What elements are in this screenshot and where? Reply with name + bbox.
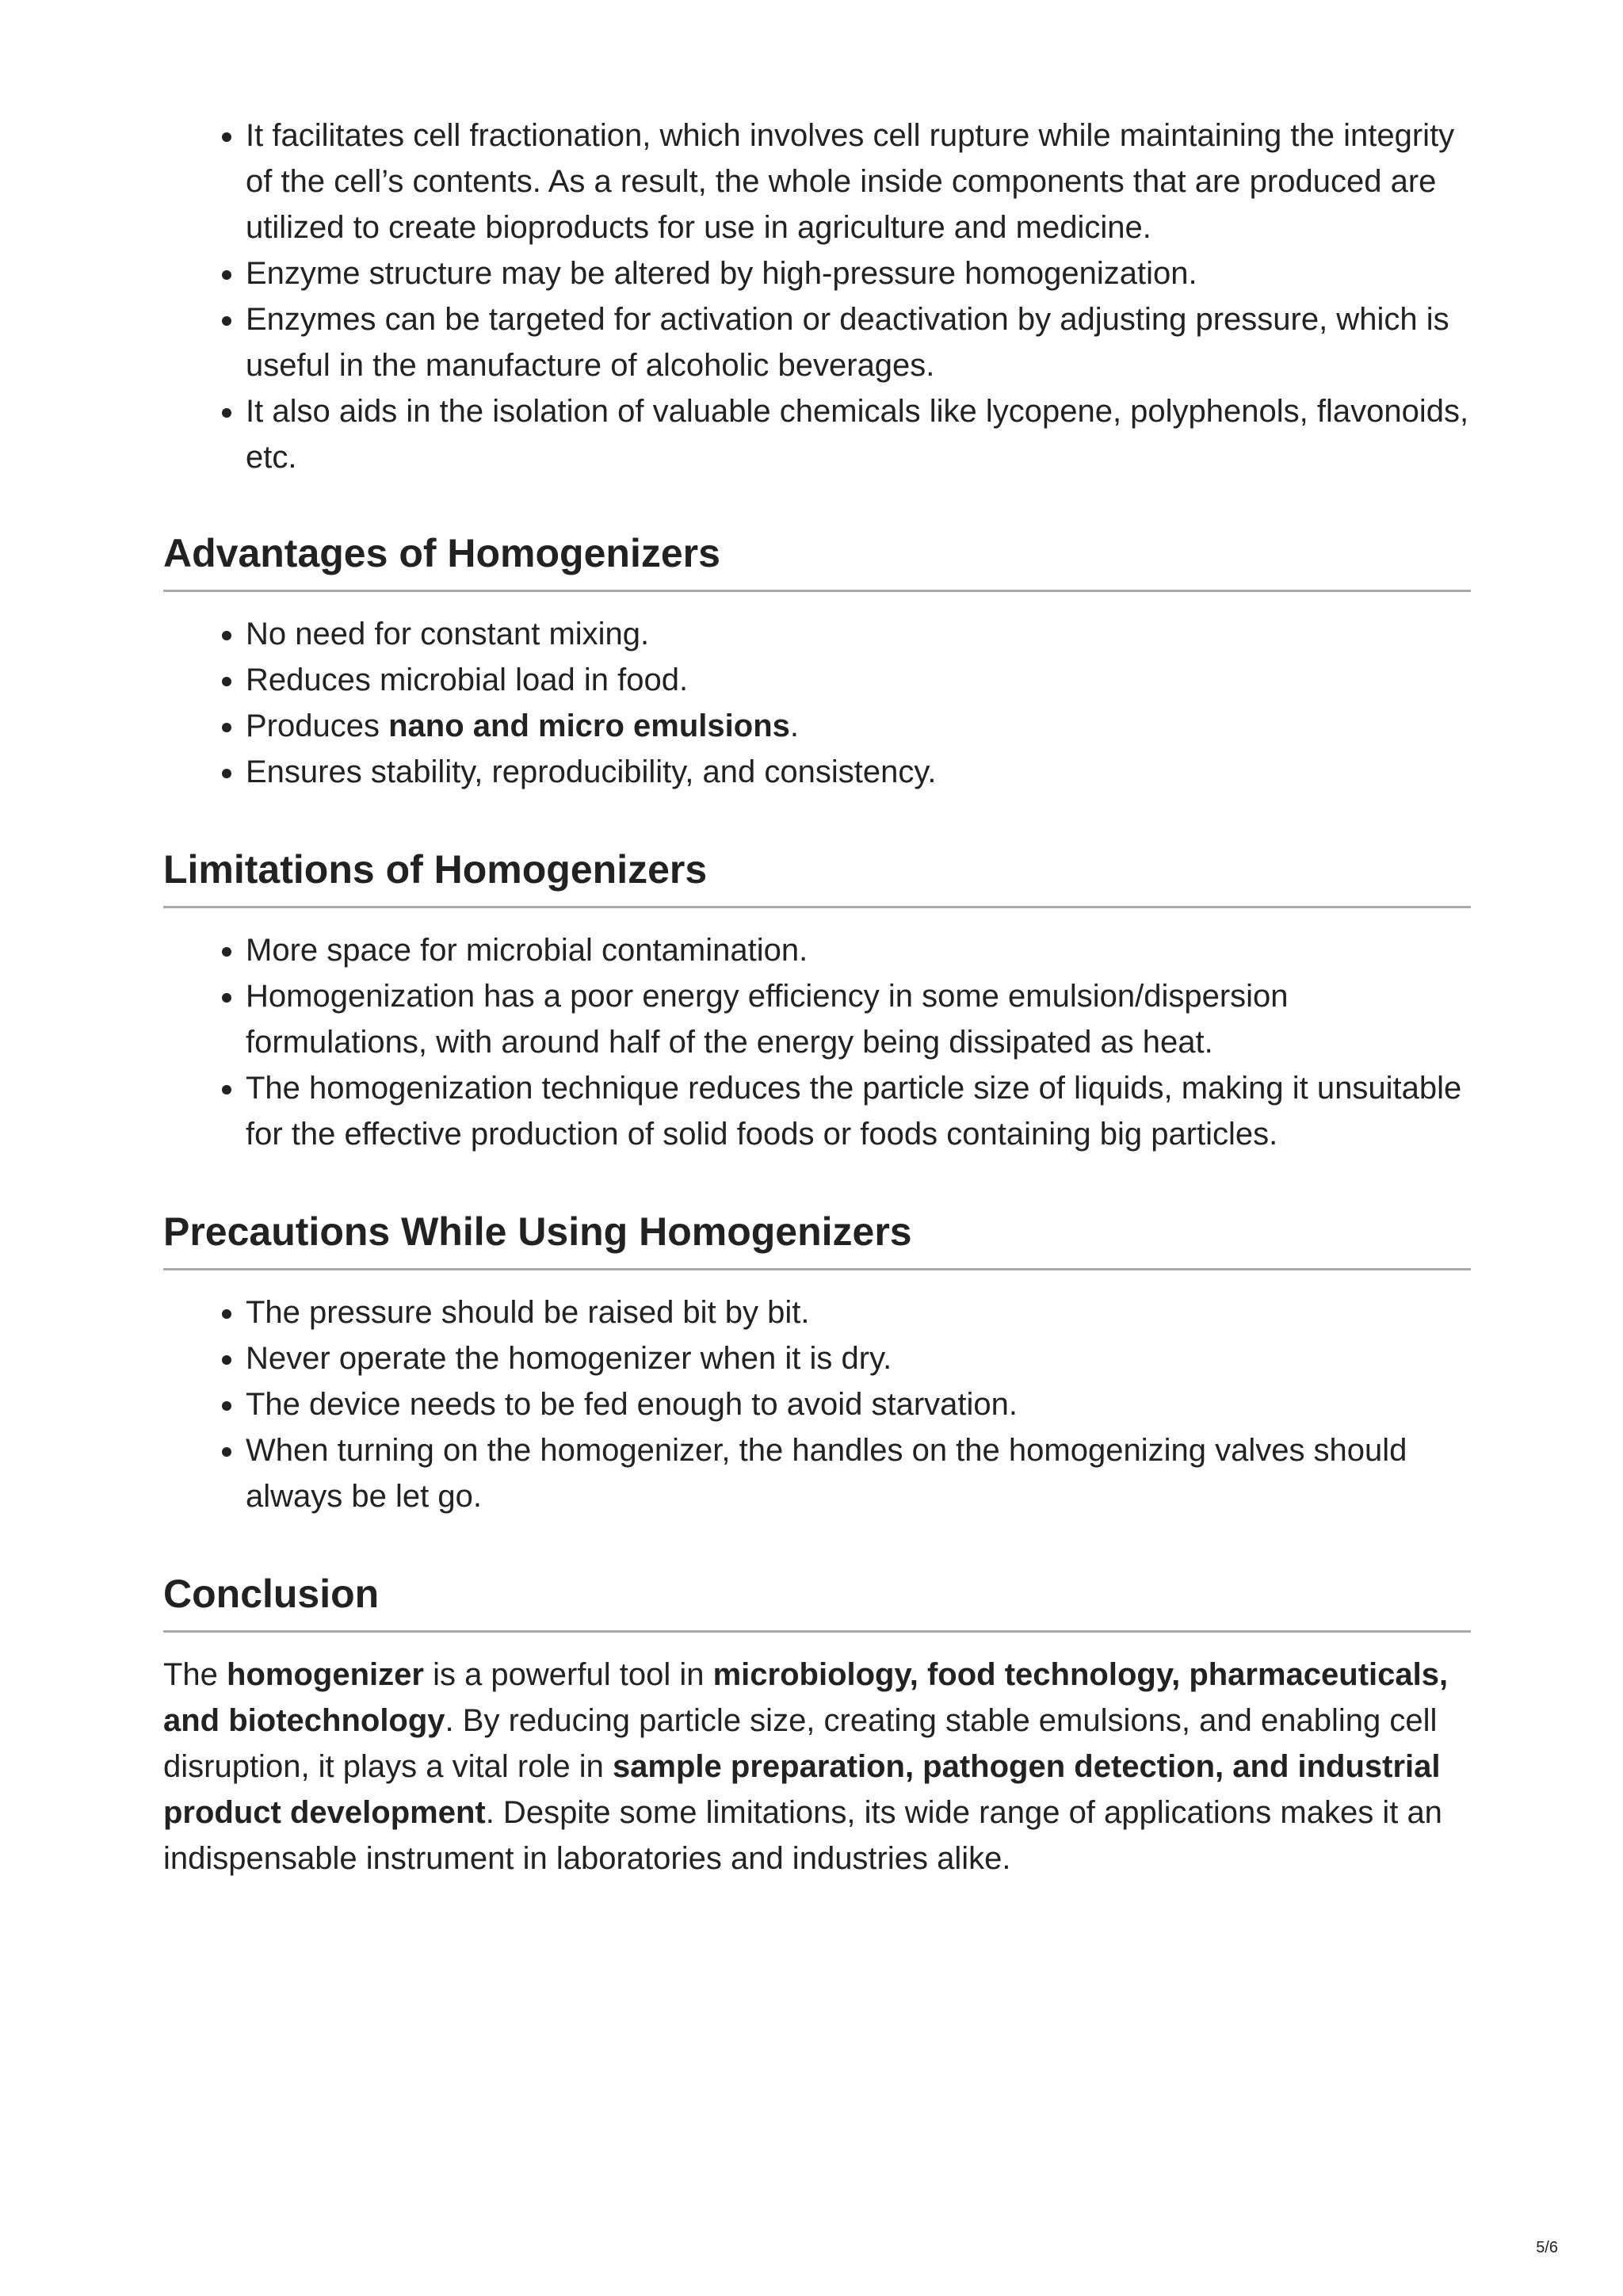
item-text: . xyxy=(789,709,799,743)
list-item: • When turning on the homogenizer, the handles on the homogenizing valves should always be let go. xyxy=(246,1427,1471,1519)
list-item: • Homogenization has a poor energy efficiency in some emulsion/dispersion formulations, with around half of the energy being dissipated as heat. xyxy=(246,973,1471,1065)
list-item: • Enzymes can be targeted for activation or deactivation by adjusting pressure, which is useful in the manufacture of alcoholic beverages. xyxy=(246,296,1471,388)
precautions-heading: Precautions While Using Homogenizers xyxy=(163,1208,1471,1270)
precautions-list xyxy=(163,1289,1471,1519)
list-item: • Enzyme structure may be altered by high-pressure homogenization. xyxy=(246,250,1471,296)
bold-text: homogenizer xyxy=(227,1657,424,1692)
list-item: • The device needs to be fed enough to avoid starvation. xyxy=(246,1381,1471,1427)
list-item: • Reduces microbial load in food. xyxy=(246,657,1471,703)
item-text: Produces xyxy=(246,709,389,743)
list-item: • No need for constant mixing. xyxy=(246,611,1471,657)
list-item: • It facilitates cell fractionation, which involves cell rupture while maintaining the integrity of the cell’s contents. As a result, the whole inside components that are produced are utilized to create bioproducts for use in agriculture and medicine. xyxy=(246,113,1471,250)
bold-text: microbiology, food technology, pharmaceuticals, and biotechnology xyxy=(163,1657,1449,1738)
list-item: • The pressure should be raised bit by bit. xyxy=(246,1289,1471,1335)
list-item: • The homogenization technique reduces the particle size of liquids, making it unsuitable for the effective production of solid foods or foods containing big particles. xyxy=(246,1065,1471,1157)
advantages-list xyxy=(163,611,1471,795)
conclusion-paragraph xyxy=(163,1652,1471,1881)
list-item xyxy=(246,703,1471,749)
limitations-list xyxy=(163,927,1471,1157)
conclusion-heading: Conclusion xyxy=(163,1570,1471,1633)
advantages-heading: Advantages of Homogenizers xyxy=(163,529,1471,592)
bold-text: sample preparation, pathogen detection, and industrial product development xyxy=(163,1749,1441,1830)
intro-list xyxy=(163,113,1471,480)
bold-text: nano and micro emulsions xyxy=(388,709,790,743)
list-item: • Ensures stability, reproducibility, and consistency. xyxy=(246,749,1471,795)
list-item: • More space for microbial contamination. xyxy=(246,927,1471,973)
paragraph-text: . Despite some limitations, its wide range of applications makes it an indispensable instrument in laboratories and industries alike. xyxy=(163,1795,1442,1876)
paragraph-text: . By reducing particle size, creating stable emulsions, and enabling cell disruption, it plays a vital role in xyxy=(163,1703,1438,1784)
list-item: • It also aids in the isolation of valuable chemicals like lycopene, polyphenols, flavonoids, etc. xyxy=(246,388,1471,480)
paragraph-text: The xyxy=(163,1657,227,1692)
list-item: • Never operate the homogenizer when it is dry. xyxy=(246,1335,1471,1381)
paragraph-text: is a powerful tool in xyxy=(423,1657,713,1692)
limitations-heading: Limitations of Homogenizers xyxy=(163,846,1471,908)
page-number: 5/6 xyxy=(1536,2239,1558,2256)
article-content xyxy=(163,113,1471,1881)
